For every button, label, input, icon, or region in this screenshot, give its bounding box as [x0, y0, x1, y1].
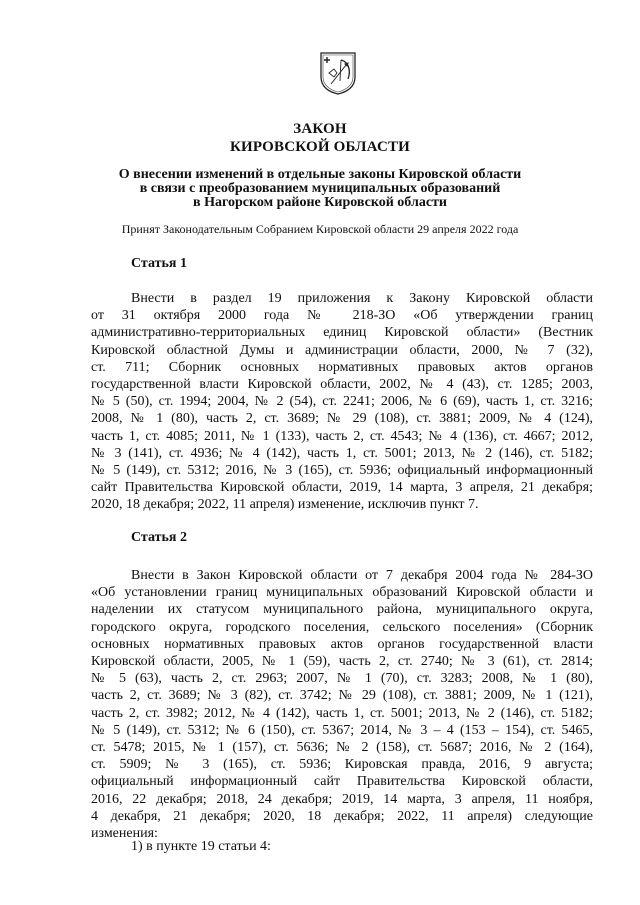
- text-line: ст. 711; Сборник основных нормативных правовых актов органов: [91, 359, 593, 375]
- subject-line: в Нагорском районе Кировской области: [193, 195, 447, 210]
- text-line: государственной власти Кировской области, 2002, № 4 (43), ст. 1285; 2003,: [91, 377, 593, 393]
- text-line: Внести в раздел 19 приложения к Закону Кировской области: [131, 291, 593, 306]
- article-2-item-1: 1) в пункте 19 статьи 4:: [131, 839, 271, 854]
- text-line: № 5 (149), ст. 5312; 2016, № 3 (165), ст. 5936; официальный информационный: [91, 463, 593, 479]
- adoption-note: Принят Законодательным Собранием Кировской области 29 апреля 2022 года: [121, 222, 519, 236]
- text-line: «Об установлении границ муниципальных образований Кировской области и: [91, 585, 593, 601]
- text-line: городского округа, городского поселения, сельского поселения» (Сборник: [91, 619, 593, 635]
- text-line: административно-территориальных единиц Кировской области» (Вестник: [91, 325, 593, 341]
- article-2-text: [91, 567, 593, 842]
- text-line: № 5 (50), ст. 1994; 2004, № 2 (54), ст. 2241; 2006, № 6 (69), часть 1, ст. 3216;: [91, 394, 593, 410]
- text-line: Внести в Закон Кировской области от 7 декабря 2004 года № 284-ЗО: [131, 568, 593, 583]
- text-line: часть 1, ст. 4085; 2011, № 1 (133), часть 2, ст. 4543; № 4 (136), ст. 4667; 2012,: [91, 428, 593, 444]
- text-line: наделении их статусом муниципального района, муниципального округа,: [91, 602, 593, 618]
- text-line: часть 2, ст. 3689; № 3 (82), ст. 3742; № 29 (108), ст. 3881; 2009, № 1 (121),: [91, 688, 593, 704]
- subject-line: О внесении изменений в отдельные законы Кировской области: [118, 167, 522, 182]
- text-line: № 5 (63), часть 2, ст. 2963; 2007, № 1 (70), ст. 3283; 2008, № 1 (80),: [91, 671, 593, 687]
- law-region-title: КИРОВСКОЙ ОБЛАСТИ: [229, 139, 411, 155]
- text-line: 4 декабря, 21 декабря; 2020, 18 декабря; 2022, 11 апреля) следующие: [91, 808, 593, 824]
- text-line: от 31 октября 2000 года № 218-ЗО «Об утверждении границ: [91, 308, 593, 324]
- text-line: ст. 5909; № 3 (165), ст. 5936; Кировская правда, 2016, 9 августа;: [91, 757, 593, 773]
- text-line: 2008, № 1 (80), часть 2, ст. 3689; № 29 (108), ст. 3881; 2009, № 4 (124),: [91, 411, 593, 427]
- text-line: сайт Правительства Кировской области, 2019, 14 марта, 3 апреля, 21 декабря;: [91, 480, 593, 496]
- text-line: часть 2, ст. 3982; 2012, № 4 (142), часть 1, ст. 5001; 2013, № 2 (146), ст. 5182;: [91, 705, 593, 721]
- text-line: 2016, 22 декабря; 2018, 24 декабря; 2019, 14 марта, 3 апреля, 11 ноября,: [91, 791, 593, 807]
- text-line: ст. 5478; 2015, № 1 (157), ст. 5636; № 2 (158), ст. 5687; 2016, № 2 (164),: [91, 740, 593, 756]
- text-line: основных нормативных правовых актов органов государственной власти: [91, 636, 593, 652]
- text-line: Кировской областной Думы и администрации области, 2000, № 7 (32),: [91, 342, 593, 358]
- subject-line: в связи с преобразованием муниципальных образований: [139, 181, 501, 196]
- article-2-heading: Статья 2: [131, 530, 187, 545]
- text-line: Кировской области, 2005, № 1 (59), часть 2, ст. 2740; № 3 (61), ст. 2814;: [91, 654, 593, 670]
- text-line: официальный информационный сайт Правительства Кировской области,: [91, 774, 593, 790]
- coat-of-arms-icon: [319, 51, 357, 95]
- law-title: ЗАКОН: [293, 121, 347, 137]
- article-1-text: [91, 290, 593, 514]
- text-line: № 5 (149), ст. 5312; № 6 (150), ст. 5367; 2014, № 3 – 4 (153 – 154), ст. 5465,: [91, 722, 593, 738]
- text-line: № 3 (141), ст. 4936; № 4 (142), часть 1, ст. 5001; 2013, № 2 (146), ст. 5182;: [91, 445, 593, 461]
- text-line: 2020, 18 декабря; 2022, 11 апреля) изменение, исключив пункт 7.: [91, 497, 479, 513]
- text-line: изменения:: [91, 826, 158, 842]
- article-1-heading: Статья 1: [131, 256, 187, 271]
